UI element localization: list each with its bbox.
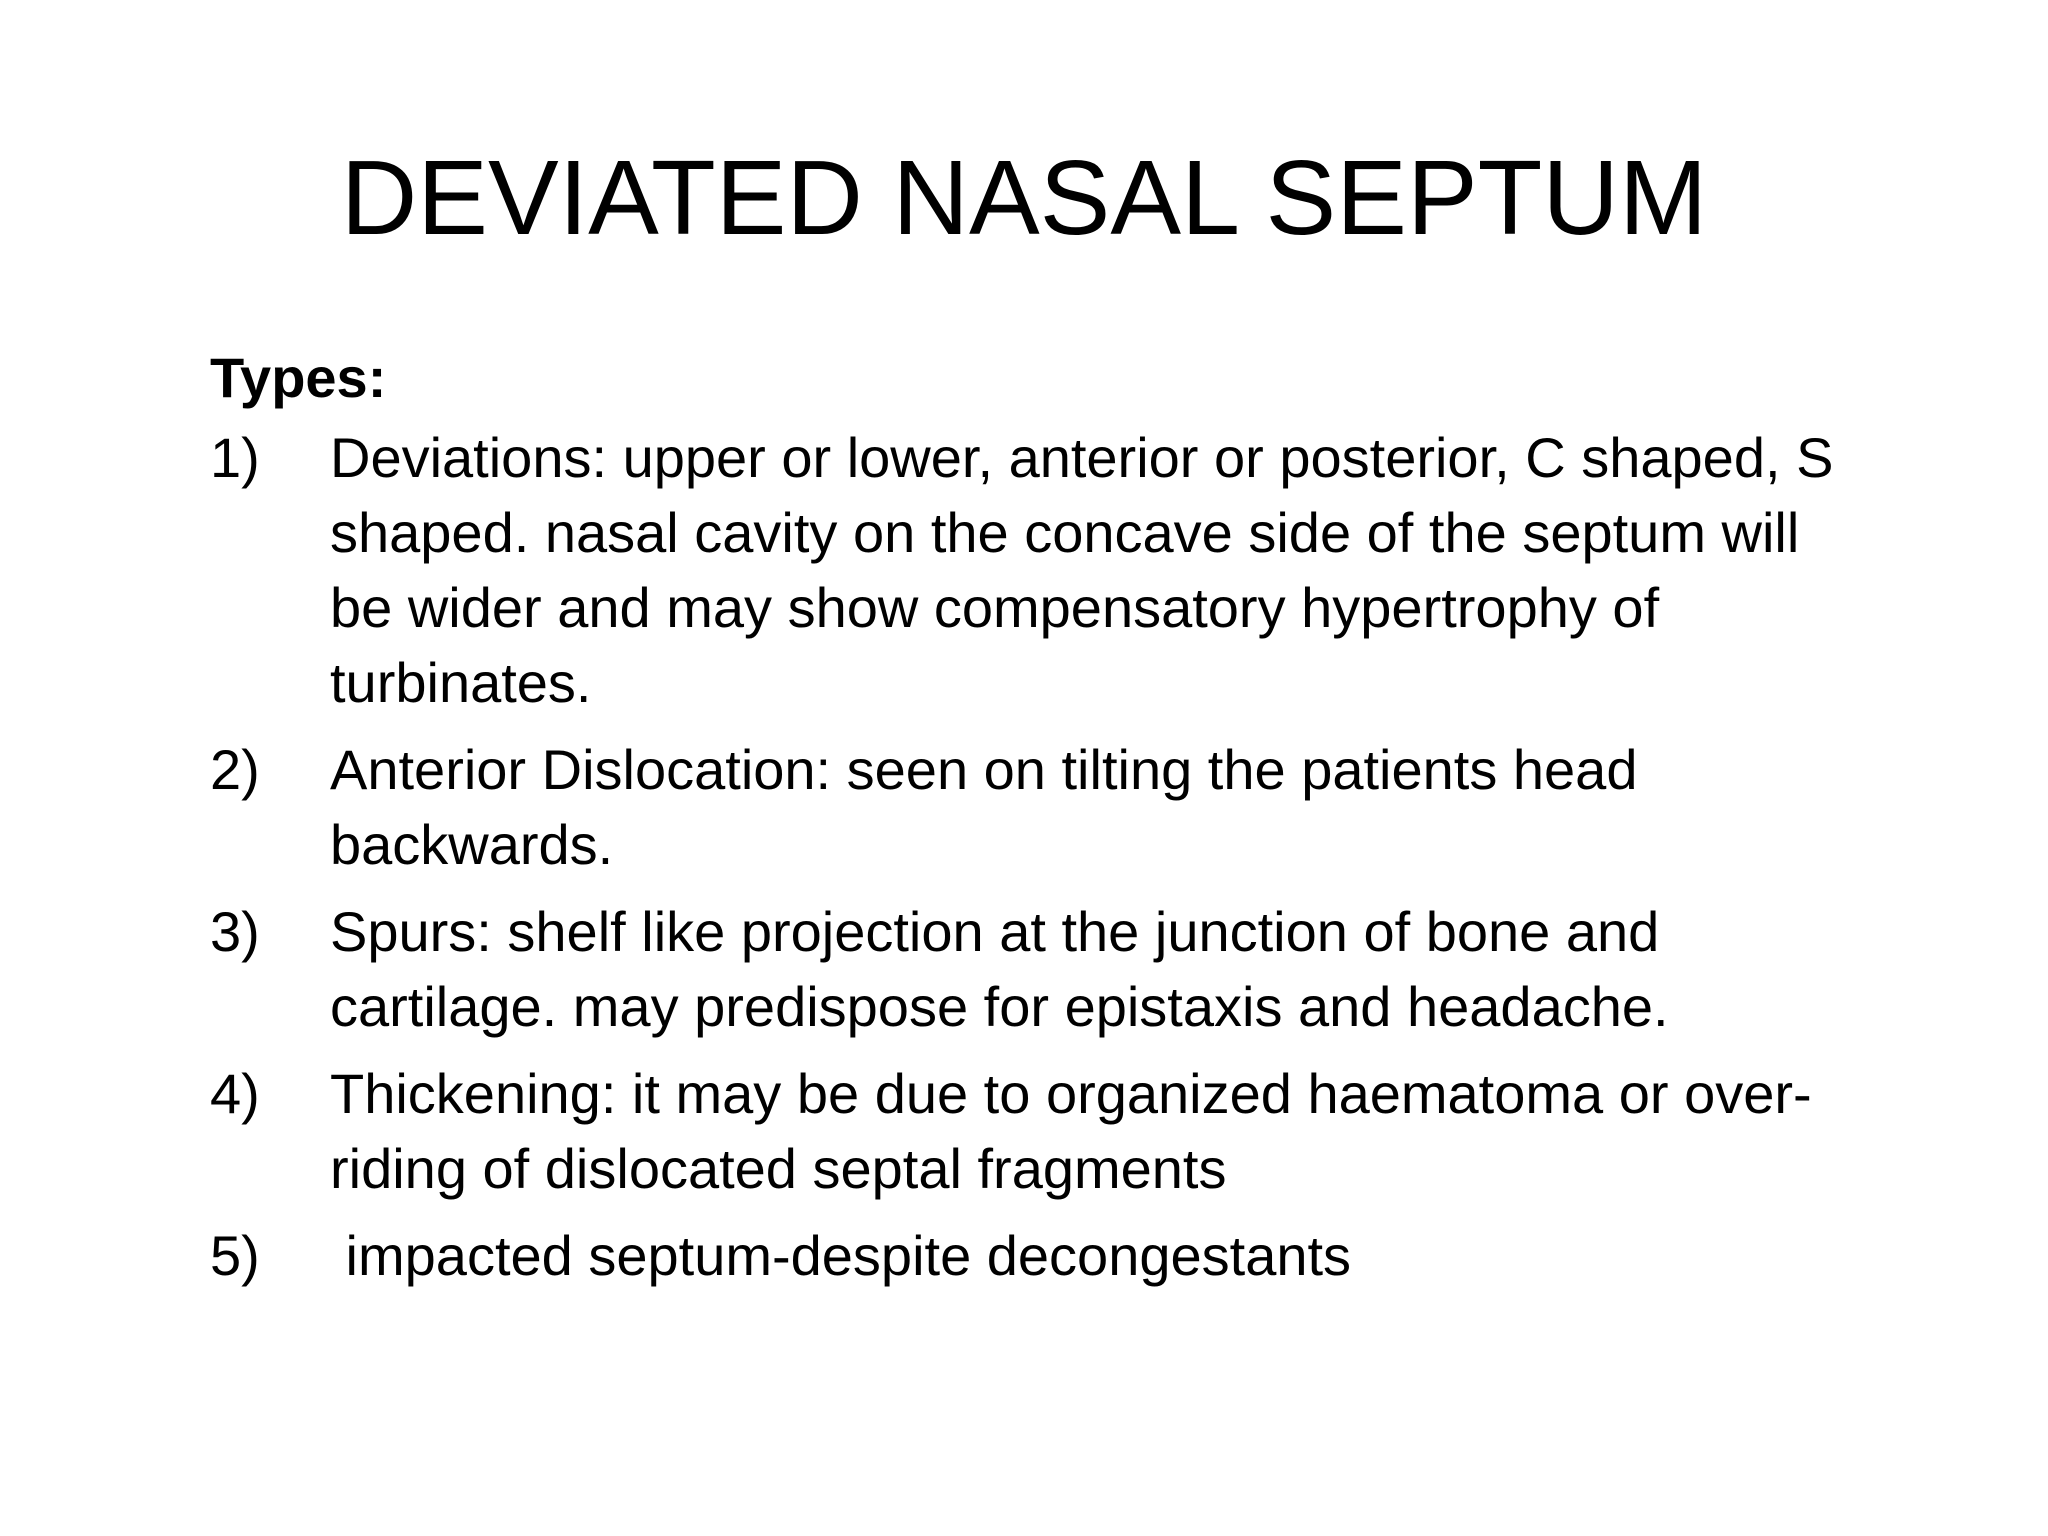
list-item — [210, 1056, 1870, 1206]
item-number: 4) — [210, 1062, 260, 1125]
item-number: 3) — [210, 900, 260, 963]
item-text: Spurs: shelf like projection at the junction of bone and cartilage. may predispose for epistaxis and headache. — [330, 900, 1669, 1038]
list-item — [210, 420, 1870, 720]
list-item — [210, 1218, 1870, 1293]
types-list — [210, 420, 1870, 1293]
item-text: Anterior Dislocation: seen on tilting the patients head backwards. — [330, 738, 1638, 876]
types-heading: Types: — [210, 346, 387, 409]
list-item — [210, 732, 1870, 882]
item-number: 5) — [210, 1224, 260, 1287]
slide-body — [210, 340, 1870, 1305]
slide-title: DEVIATED NASAL SEPTUM — [340, 139, 1708, 257]
item-text: Deviations: upper or lower, anterior or posterior, C shaped, S shaped. nasal cavity on the concave side of the septum will be wider and may show compensatory hypertrophy of turbinates. — [330, 426, 1834, 714]
item-number: 1) — [210, 426, 260, 489]
item-number: 2) — [210, 738, 260, 801]
item-text: impacted septum-despite decongestants — [330, 1224, 1352, 1287]
list-item — [210, 894, 1870, 1044]
item-text: Thickening: it may be due to organized haematoma or over-riding of dislocated septal fragments — [330, 1062, 1812, 1200]
